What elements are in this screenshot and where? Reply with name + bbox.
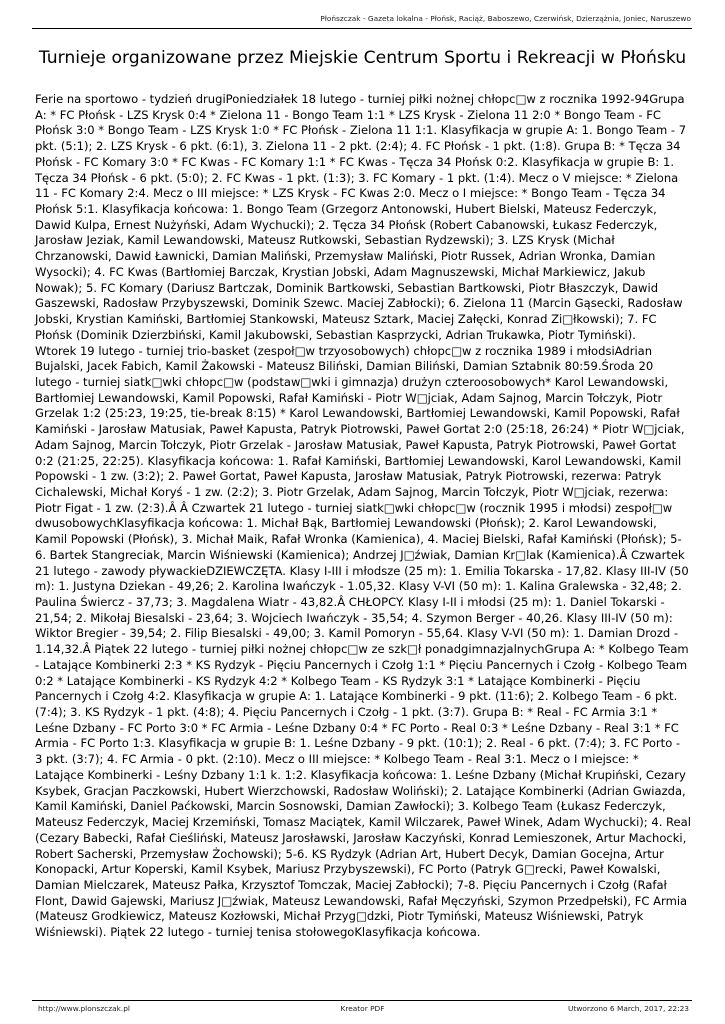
footer-created-date: Utworzono 6 March, 2017, 22:23	[568, 1004, 689, 1013]
article-paragraph: Wtorek 19 lutego - turniej trio-basket (zespoł□w trzyosobowych) chłopc□w z rocznika 1989 i młodsiAdrian Bujalski, Jacek Fabich, Kamil Żakowski - Mateusz Biliński, Damian Biliński, Damian Sztabnik 80:59.Środa 20 lutego - turniej siatk□wki chłopc□w (podstaw□wki i gimnazja) drużyn czteroosobowych* Karol Lewandowski, Bartłomiej Lewandowski, Kamil Popowski, Rafał Kamiński - Piotr W□jciak, Adam Sajnog, Marcin Tołczyk, Piotr Grzelak 1:2 (25:23, 19:25, tie-break 8:15) * Karol Lewandowski, Bartłomiej Lewandowski, Kamil Popowski, Rafał Kamiński - Jarosław Matusiak, Paweł Kapusta, Patryk Piotrowski, Paweł Gortat 2:0 (25:18, 26:24) * Piotr W□jciak, Adam Sajnog, Marcin Tołczyk, Piotr Grzelak - Jarosław Matusiak, Paweł Kapusta, Patryk Piotrowski, Paweł Gortat 0:2 (21:25, 22:25). Klasyfikacja końcowa: 1. Rafał Kamiński, Bartłomiej Lewandowski, Karol Lewandowski, Kamil Popowski - 1 zw. (3:2); 2. Paweł Gortat, Paweł Kapusta, Jarosław Matusiak, Patryk Piotrowski, rezerwa: Patryk Cichalewski, Michał Koryś - 1 zw. (2:2); 3. Piotr Grzelak, Adam Sajnog, Marcin Tołczyk, Piotr W□jciak, rezerwa: Piotr Figat - 1 zw. (2:3).Â Â Czwartek 21 lutego - turniej siatk□wki chłopc□w (rocznik 1995 i młodsi) zespoł□w dwusobowychKlasyfikacja końcowa: 1. Michał Bąk, Bartłomiej Lewandowski (Płońsk); 2. Karol Lewandowski, Kamil Popowski (Płońsk), 3. Michał Maik, Rafał Wronka (Kamienica), 4. Maciej Bielski, Rafał Kamiński (Płońsk); 5-6. Bartek Stangreciak, Marcin Wiśniewski (Kamienica); Andrzej J□źwiak, Damian Kr□lak (Kamienica).Â Czwartek 21 lutego - zawody pływackieDZIEWCZĘTA. Klasy I-III i młodsze (25 m): 1. Emilia Tokarska - 17,82. Klasy III-IV (50 m): 1. Justyna Dziekan - 49,26; 2. Karolina Iwańczyk - 1.05,32. Klasy V-VI (50 m): 1. Kalina Gralewska - 32,48; 2. Paulina Świercz - 37,73; 3. Magdalena Wiatr - 43,82.Â CHŁOPCY. Klasy I-II i młodsi (25 m): 1. Daniel Tokarski - 21,54; 2. Mikołaj Biesalski - 23,64; 3. Wojciech Iwańczyk - 35,54; 4. Szymon Berger - 40,26. Klasy III-IV (50 m): Wiktor Bregier - 39,54; 2. Filip Biesalski - 49,00; 3. Kamil Pomoryn - 55,64. Klasy V-VI (50 m): 1. Damian Drozd - 1.14,32.Â Piątek 22 lutego - turniej piłki nożnej chłopc□w ze szk□ł ponadgimnazjalnychGrupa A: * Kolbego Team - Latające Kombinerki 2:3 * KS Rydzyk - Pięciu Pancernych i Czołg 1:1 * Pięciu Pancernych i Czołg - Kolbego Team 0:2 * Latające Kombinerki - KS Rydzyk 4:2 * Kolbego Team - KS Rydzyk 3:1 * Latające Kombinerki - Pięciu Pancernych i Czołg 4:2. Klasyfikacja w grupie A: 1. Latające Kombinerki - 9 pkt. (11:6); 2. Kolbego Team - 6 pkt. (7:4); 3. KS Rydzyk - 1 pkt. (4:8); 4. Pięciu Pancernych i Czołg - 1 pkt. (3:7). Grupa B: * Real - FC Armia 3:1 * Leśne Dzbany - FC Porto 3:0 * FC Armia - Leśne Dzbany 0:4 * FC Porto - Real 0:3 * Leśne Dzbany - Real 3:1 * FC Armia - FC Porto 1:3. Klasyfikacja w grupie B: 1. Leśne Dzbany - 9 pkt. (10:1); 2. Real - 6 pkt. (7:4); 3. FC Porto - 3 pkt. (3:7); 4. FC Armia - 0 pkt. (2:10). Mecz o III miejsce: * Kolbego Team - Real 3:1. Mecz o I miejsce: * Latające Kombinerki - Leśny Dzbany 1:1 k. 1:2. Klasyfikacja końcowa: 1. Leśne Dzbany (Michał Krupiński, Cezary Ksybek, Gracjan Paczkowski, Hubert Wierzchowski, Radosław Woliński); 2. Latające Kombinerki (Adrian Gwiazda, Kamil Kamiński, Daniel Paćkowski, Marcin Sosnowski, Damian Zawłocki); 3. Kolbego Team (Łukasz Federczyk, Mateusz Federczyk, Maciej Krzemiński, Tomasz Maciątek, Kamil Wilczarek, Paweł Winek, Adam Wychucki); 4. Real (Cezary Babecki, Rafał Cieśliński, Mateusz Jarosławski, Jarosław Kaczyński, Konrad Lemieszonek, Artur Machocki, Robert Sacherski, Przemysław Żochowski); 5-6. KS Rydzyk (Adrian Art, Hubert Decyk, Damian Gocejna, Artur Konopacki, Artur Koperski, Kamil Ksybek, Mariusz Przybyszewski), FC Porto (Patryk G□recki, Paweł Kowalski, Damian Mielczarek, Mateusz Pałka, Krzysztof Tomczak, Maciej Zabłocki); 7-8. Pięciu Pancernych i Czołg (Rafał Flont, Dawid Gajewski, Mariusz J□źwiak, Mateusz Lewandowski, Rafał Męczyński, Szymon Przedpełski), FC Armia (Mateusz Grodkiewicz, Mateusz Kozłowski, Michał Przyg□dzki, Piotr Tymiński, Mateusz Wiśniewski, Patryk Wiśniewski). Piątek 22 lutego - turniej tenisa stołowegoKlasyfikacja końcowa.	[35, 343, 691, 940]
article-title: Turnieje organizowane przez Miejskie Centrum Sportu i Rekreacji w Płońsku	[38, 47, 687, 68]
footer-url: http://www.plonszczak.pl	[38, 1004, 130, 1013]
article-body	[35, 92, 691, 941]
article-paragraph: Ferie na sportowo - tydzień drugiPoniedziałek 18 lutego - turniej piłki nożnej chłopc□w z rocznika 1992-94Grupa A: * FC Płońsk - LZS Krysk 0:4 * Zielona 11 - Bongo Team 1:1 * LZS Krysk - Zielona 11 2:0 * Bongo Team - FC Płońsk 3:0 * Bongo Team - LZS Krysk 1:0 * FC Płońsk - Zielona 11 1:1. Klasyfikacja w grupie A: 1. Bongo Team - 7 pkt. (5:1); 2. LZS Krysk - 6 pkt. (6:1), 3. Zielona 11 - 2 pkt. (2:4); 4. FC Płońsk - 1 pkt. (1:8). Grupa B: * Tęcza 34 Płońsk - FC Komary 3:0 * FC Kwas - FC Komary 1:1 * FC Kwas - Tęcza 34 Płońsk 0:2. Klasyfikacja w grupie B: 1. Tęcza 34 Płońsk - 6 pkt. (5:0); 2. FC Kwas - 1 pkt. (1:3); 3. FC Komary - 1 pkt. (1:4). Mecz o V miejsce: * Zielona 11 - FC Komary 2:4. Mecz o III miejsce: * LZS Krysk - FC Kwas 2:0. Mecz o I miejsce: * Bongo Team - Tęcza 34 Płońsk 5:1. Klasyfikacja końcowa: 1. Bongo Team (Grzegorz Antonowski, Hubert Bielski, Mateusz Federczyk, Dawid Kulpa, Ernest Nużyński, Adam Wychucki); 2. Tęcza 34 Płońsk (Robert Cabanowski, Łukasz Federczyk, Jarosław Jeziak, Kamil Lewandowski, Mateusz Rutkowski, Sebastian Rydzewski); 3. LZS Krysk (Michał Chrzanowski, Dawid Ławnicki, Damian Maliński, Przemysław Maliński, Piotr Russek, Adrian Wronka, Damian Wysocki); 4. FC Kwas (Bartłomiej Barczak, Krystian Jobski, Adam Magnuszewski, Michał Markiewicz, Jakub Nowak); 5. FC Komary (Dariusz Bartczak, Dominik Bartkowski, Sebastian Bartkowski, Piotr Błaszczyk, Dawid Gaszewski, Radosław Przybyszewski, Dominik Szewc. Maciej Zabłocki); 6. Zielona 11 (Marcin Gąsecki, Radosław Jobski, Krystian Kamiński, Bartłomiej Stankowski, Mateusz Sztark, Maciej Załęcki, Konrad Zi□łkowski); 7. FC Płońsk (Dominik Dzierzbiński, Kamil Jakubowski, Sebastian Kasprzycki, Adrian Trukawka, Piotr Tymiński).	[35, 92, 687, 342]
header-divider	[32, 28, 692, 29]
footer-generator: Kreator PDF	[340, 1004, 385, 1013]
running-header: Płońszczak - Gazeta lokalna - Płońsk, Raciąż, Baboszewo, Czerwińsk, Dzierzążnia, Joniec, Naruszewo	[320, 14, 691, 23]
footer-divider	[32, 1000, 692, 1001]
